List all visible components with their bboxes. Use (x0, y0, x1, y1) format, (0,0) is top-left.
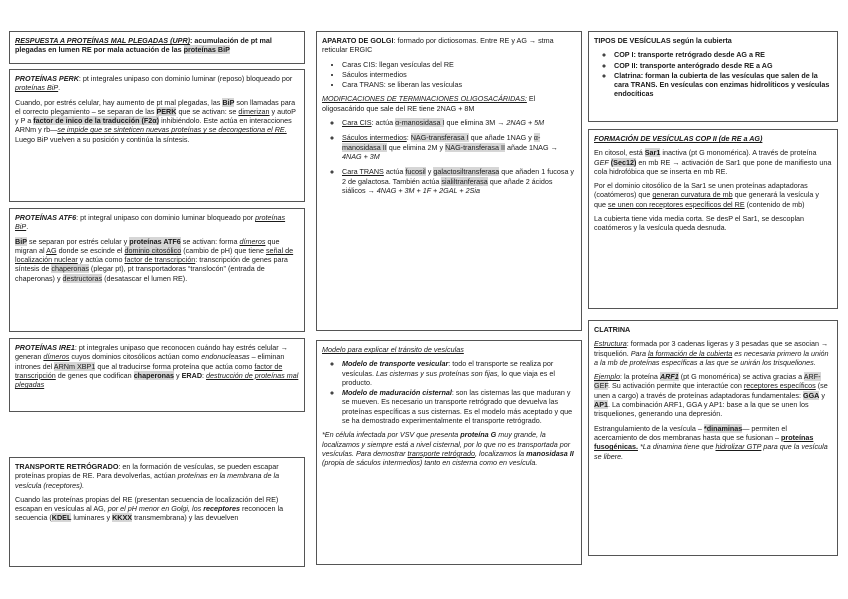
modelo-note: *En célula infectada por VSV que presenta proteína G muy grande, la localizamos y siempre está a nivel cisternal, por lo que no es transportada por vesículas. Para demostrar transporte retrógrado, localizamos la manosidasa II (propia de sáculos intermedios) tanto en cisterna como en vesícula. (322, 430, 574, 468)
list-item: ◦ Sáculos intermedios: NAG-transferasa I que añade 1NAG y α-manosidasa II que elimina 2M y NAG-transferasa II añade 1NAG → 4NAG + 3M (342, 133, 576, 161)
copii-box (588, 129, 838, 309)
copii-title: FORMACIÓN DE VESÍCULAS COP II (de RE a AG) (594, 134, 763, 143)
atf6-title: PROTEÍNAS ATF6 (15, 213, 77, 222)
clatrina-p2: Ejemplo: la proteína ARF1 (pt G monomérica) se activa gracias a ARF-GEF. Su activación permite que interactúe con receptores específicos (se unen a cargo) a través de proteínas adaptadoras fundamentales: GGA y AP1. La combinación ARF1, GGA y AP1: base a la que se unen los trisqueliones, generando una depresión. (594, 372, 828, 419)
golgi-intro: APARATO DE GOLGI: formado por dictiosomas. Entre RE y AG → stma reticular ERGIC (322, 36, 554, 55)
list-item: ◦ Modelo de maduración cisternal: son las cisternas las que maduran y se mueven. Es necesario un transporte retrógrado que devuelva las proteínas específicas a sus cisternas. Es el modelo más aceptado y que se ha demostrado experimentalmente el transporte retrógrado. (342, 388, 576, 425)
golgi-box (316, 31, 582, 331)
copii-p3: La cubierta tiene vida media corta. Se desP el Sar1, se descoplan coatómeros y la vesícula queda desnuda. (594, 214, 805, 233)
clatrina-box (588, 320, 838, 556)
list-item: ◦ COP II: transporte anterógrado desde RE a AG (614, 61, 832, 70)
list-item: ◦ Cara TRANS actúa fucosil y galactosiltransferasa que añaden 1 fucosa y 2 de galactosa. También actúa sialiltranferasa que añade 2 ácidos siálicos → 4NAG + 3M + 1F + 2GAL + 2Sia (342, 167, 576, 195)
retrogrado-title: TRANSPORTE RETRÓGRADO (15, 462, 119, 471)
upr-paragraph: RESPUESTA A PROTEÍNAS MAL PLEGADAS (UPR): acumulación de pt mal plegadas en lumen RE por mala actuación de las proteínas BiP (15, 36, 272, 55)
retrogrado-paragraph: Cuando las proteínas propias del RE (presentan secuencia de localización del RE) escapan en vesículas al AG, por el pH menor en Golgi, los receptores reconocen la secuencia (KDEL luminares y KKXX transmembrana) y las devuelven (15, 494, 284, 523)
perk-intro: PROTEÍNAS PERK: pt integrales unipaso con dominio luminar (reposo) bloqueado por proteínas BiP. (15, 74, 293, 93)
retrogrado-box (9, 457, 305, 567)
upr-box (9, 31, 305, 64)
copii-p2: Por el dominio citosólico de la Sar1 se unen proteínas adaptadoras (coatómeros) que generan curvatura de mb que generará la vesícula y que se unen con receptores específicos del RE (contenido de mb) (594, 181, 819, 209)
list-item: ◦ Modelo de transporte vesicular: todo el transporte se realiza por vesículas. Las cisternas y sus proteínas son fijas, lo que viaja es el producto. (342, 359, 576, 387)
modelo-box (316, 340, 582, 565)
list-item: ◦ Clatrina: forman la cubierta de las vesículas que salen de la cara TRANS. En vesículas con enzimas hidrolíticos y vesículas endocíticas (614, 71, 832, 99)
list-item: • Sáculos intermedios (342, 70, 576, 79)
atf6-intro: PROTEÍNAS ATF6: pt integral unipaso con dominio luminar bloqueado por proteínas BiP. (15, 213, 286, 232)
ire1-paragraph: PROTEÍNAS IRE1: pt integrales unipaso que reconocen cuándo hay estrés celular → generan dímeros cuyos dominios citosólicos actúan como endonucleasas – eliminan intrones del ARNm XBP1 que al traducirse forma proteína que actúa como factor de transcripción de genes que codifican chaperonas y ERAD: destrucción de proteínas mal plegadas (15, 343, 299, 390)
list-item: • Cara TRANS: se liberan las vesículas (342, 80, 576, 89)
clatrina-title: CLATRINA (594, 325, 631, 334)
list-item: • Caras CIS: llegan vesículas del RE (342, 60, 576, 69)
modelo-title: Modelo para explicar el tránsito de vesículas (322, 345, 464, 354)
perk-box (9, 69, 305, 202)
tipos-list (594, 50, 832, 98)
atf6-box (9, 208, 305, 332)
retrogrado-intro: TRANSPORTE RETRÓGRADO: en la formación de vesículas, se pueden escapar proteínas propias de RE. Para devolverlas, actúan proteínas en la membrana de la vesícula (receptores). (15, 462, 280, 490)
modelo-list (322, 359, 576, 425)
golgi-title: APARATO DE GOLGI (322, 36, 394, 45)
clatrina-p3: Estrangulamiento de la vesícula – *dinaminas— permiten el acercamiento de dos membranas hasta que se fusionan – proteínas fusogénicas. *La dinamina tiene que hidrolizar GTP para que la vesícula se libere. (594, 423, 828, 461)
atf6-paragraph: BiP se separan por estrés celular y proteínas ATF6 se activan: forma dímeros que migran al AG donde se escinde el dominio citosólico (cambio de pH) que tiene señal de localización nuclear y actúa como factor de transcripción: transcripción de genes para síntesis de chaperonas (plegar pt), pt transportadoras “translocón” (entrada de chaperonas) y destructoras (desatascar el lumen RE). (15, 236, 294, 283)
copii-p1: En citosol, está Sar1 inactiva (pt G monomérica). A través de proteína GEF (Sec12) en mb RE → activación de Sar1 que pone de manifiesto una cola hidrofóbica que se inserta en mb RE. (594, 148, 832, 176)
mod-list (322, 118, 576, 195)
upr-title: RESPUESTA A PROTEÍNAS MAL PLEGADAS (UPR) (15, 36, 191, 45)
perk-title: PROTEÍNAS PERK (15, 74, 79, 83)
perk-paragraph: Cuando, por estrés celular, hay aumento de pt mal plegadas, las BiP son llamadas para el correcto plegamiento – se separan de las PERK que se activan: se dimerizan y autoP y P a factor de inico de la traducción (F2α) inhibiéndolo. Este actúa en interacciones ARNm y rb—se impide que se sinteticen nuevas proteínas y se decongestiona el RE. Luego BiP vuelven a su posición y continúa la síntesis. (15, 97, 296, 144)
list-item: ◦ COP I: transporte retrógrado desde AG a RE (614, 50, 832, 59)
golgi-list (322, 60, 576, 90)
ire1-box (9, 338, 305, 412)
mod-intro: MODIFICACIONES DE TERMINACIONES OLIGOSACÁRIDAS: El oligosacárido que sale del RE tiene 2NAG + 8M (322, 94, 536, 113)
tipos-title: TIPOS DE VESÍCULAS según la cubierta (594, 36, 732, 45)
list-item: ◦ Cara CIS: actúa α-manosidasa I que elimina 3M → 2NAG + 5M (342, 118, 576, 127)
ire1-title: PROTEÍNAS IRE1 (15, 343, 75, 352)
tipos-box (588, 31, 838, 122)
clatrina-p1: Estructura: formada por 3 cadenas ligeras y 3 pesadas que se asocian → trisquelión. Para la formación de la cubierta es necesaria primero la unión a la mb de proteínas específicas a las que se unirán los trisqueliones. (594, 339, 829, 367)
